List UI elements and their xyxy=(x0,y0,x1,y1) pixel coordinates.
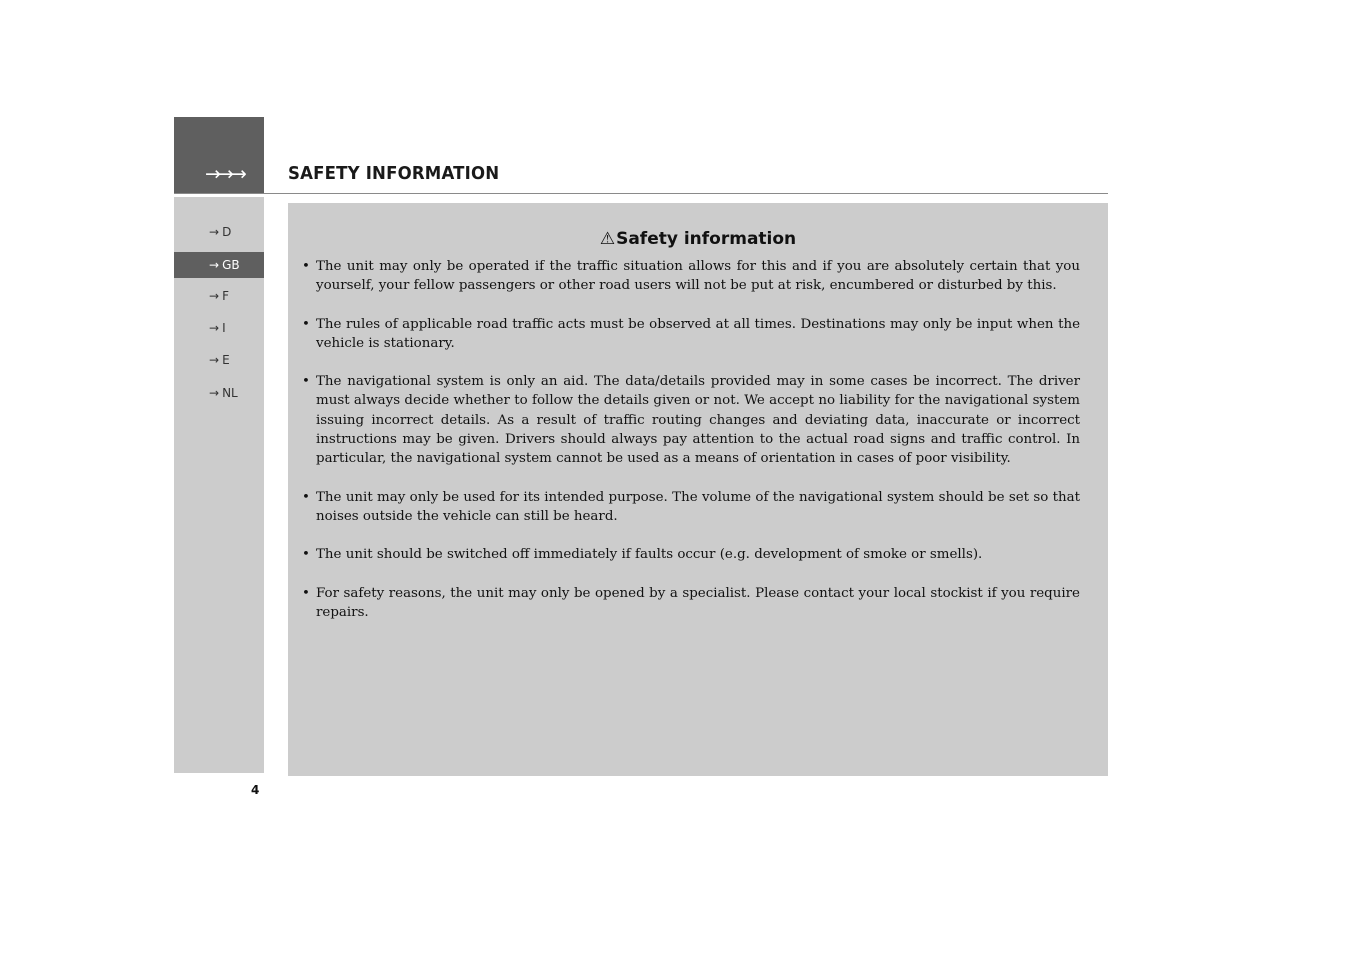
list-item: • The rules of applicable road traffic acts must be observed at all times. Destinations may only be input when the vehicle is stationary. xyxy=(302,315,1080,354)
arrow-icon: → xyxy=(209,289,220,303)
sidebar-item-nl[interactable] xyxy=(174,380,264,406)
arrow-icon: → xyxy=(209,258,220,272)
list-item: • The navigational system is only an aid. The data/details provided may in some cases be incorrect. The driver must always decide whether to follow the details given or not. We accept no liability for the navigational system issuing incorrect details. As a result of traffic routing changes and deviating data, inaccurate or incorrect instructions may be given. Drivers should always pay attention to the actual road signs and traffic control. In particular, the navigational system cannot be used as a means of orientation in cases of poor visibility. xyxy=(302,372,1080,468)
sidebar-item-gb[interactable] xyxy=(174,252,264,278)
arrow-icon: → xyxy=(209,225,220,239)
sidebar-item-f[interactable] xyxy=(174,283,264,309)
warning-icon: ⚠ xyxy=(599,229,616,249)
header-arrows-icon: →→→ xyxy=(205,163,244,185)
page-number: 4 xyxy=(251,783,260,797)
section-heading-text: Safety information xyxy=(616,229,797,249)
arrow-icon: → xyxy=(209,321,220,335)
sidebar-item-label: D xyxy=(222,225,232,239)
list-item: • The unit may only be operated if the traffic situation allows for this and if you are absolutely certain that you yourself, your fellow passengers or other road users will not be put at risk, encumbered or disturbed by this. xyxy=(302,257,1080,296)
sidebar-item-label: NL xyxy=(222,386,238,400)
list-item: • For safety reasons, the unit may only be opened by a specialist. Please contact your local stockist if you require repairs. xyxy=(302,584,1080,623)
section-heading xyxy=(288,229,1108,249)
sidebar-item-label: GB xyxy=(222,258,240,272)
safety-bullet-list xyxy=(302,257,1080,641)
sidebar-item-label: F xyxy=(222,289,229,303)
list-item: • The unit may only be used for its intended purpose. The volume of the navigational system should be set so that noises outside the vehicle can still be heard. xyxy=(302,488,1080,527)
list-item: • The unit should be switched off immediately if faults occur (e.g. development of smoke or smells). xyxy=(302,545,1080,564)
sidebar-item-label: I xyxy=(222,321,226,335)
safety-info-box xyxy=(288,203,1108,776)
title-divider xyxy=(174,193,1108,194)
sidebar-item-d[interactable] xyxy=(174,219,264,245)
page-title: SAFETY INFORMATION xyxy=(288,163,500,184)
language-sidebar xyxy=(174,197,264,773)
sidebar-item-i[interactable] xyxy=(174,315,264,341)
sidebar-item-label: E xyxy=(222,353,230,367)
arrow-icon: → xyxy=(209,386,220,400)
arrow-icon: → xyxy=(209,353,220,367)
sidebar-item-e[interactable] xyxy=(174,347,264,373)
